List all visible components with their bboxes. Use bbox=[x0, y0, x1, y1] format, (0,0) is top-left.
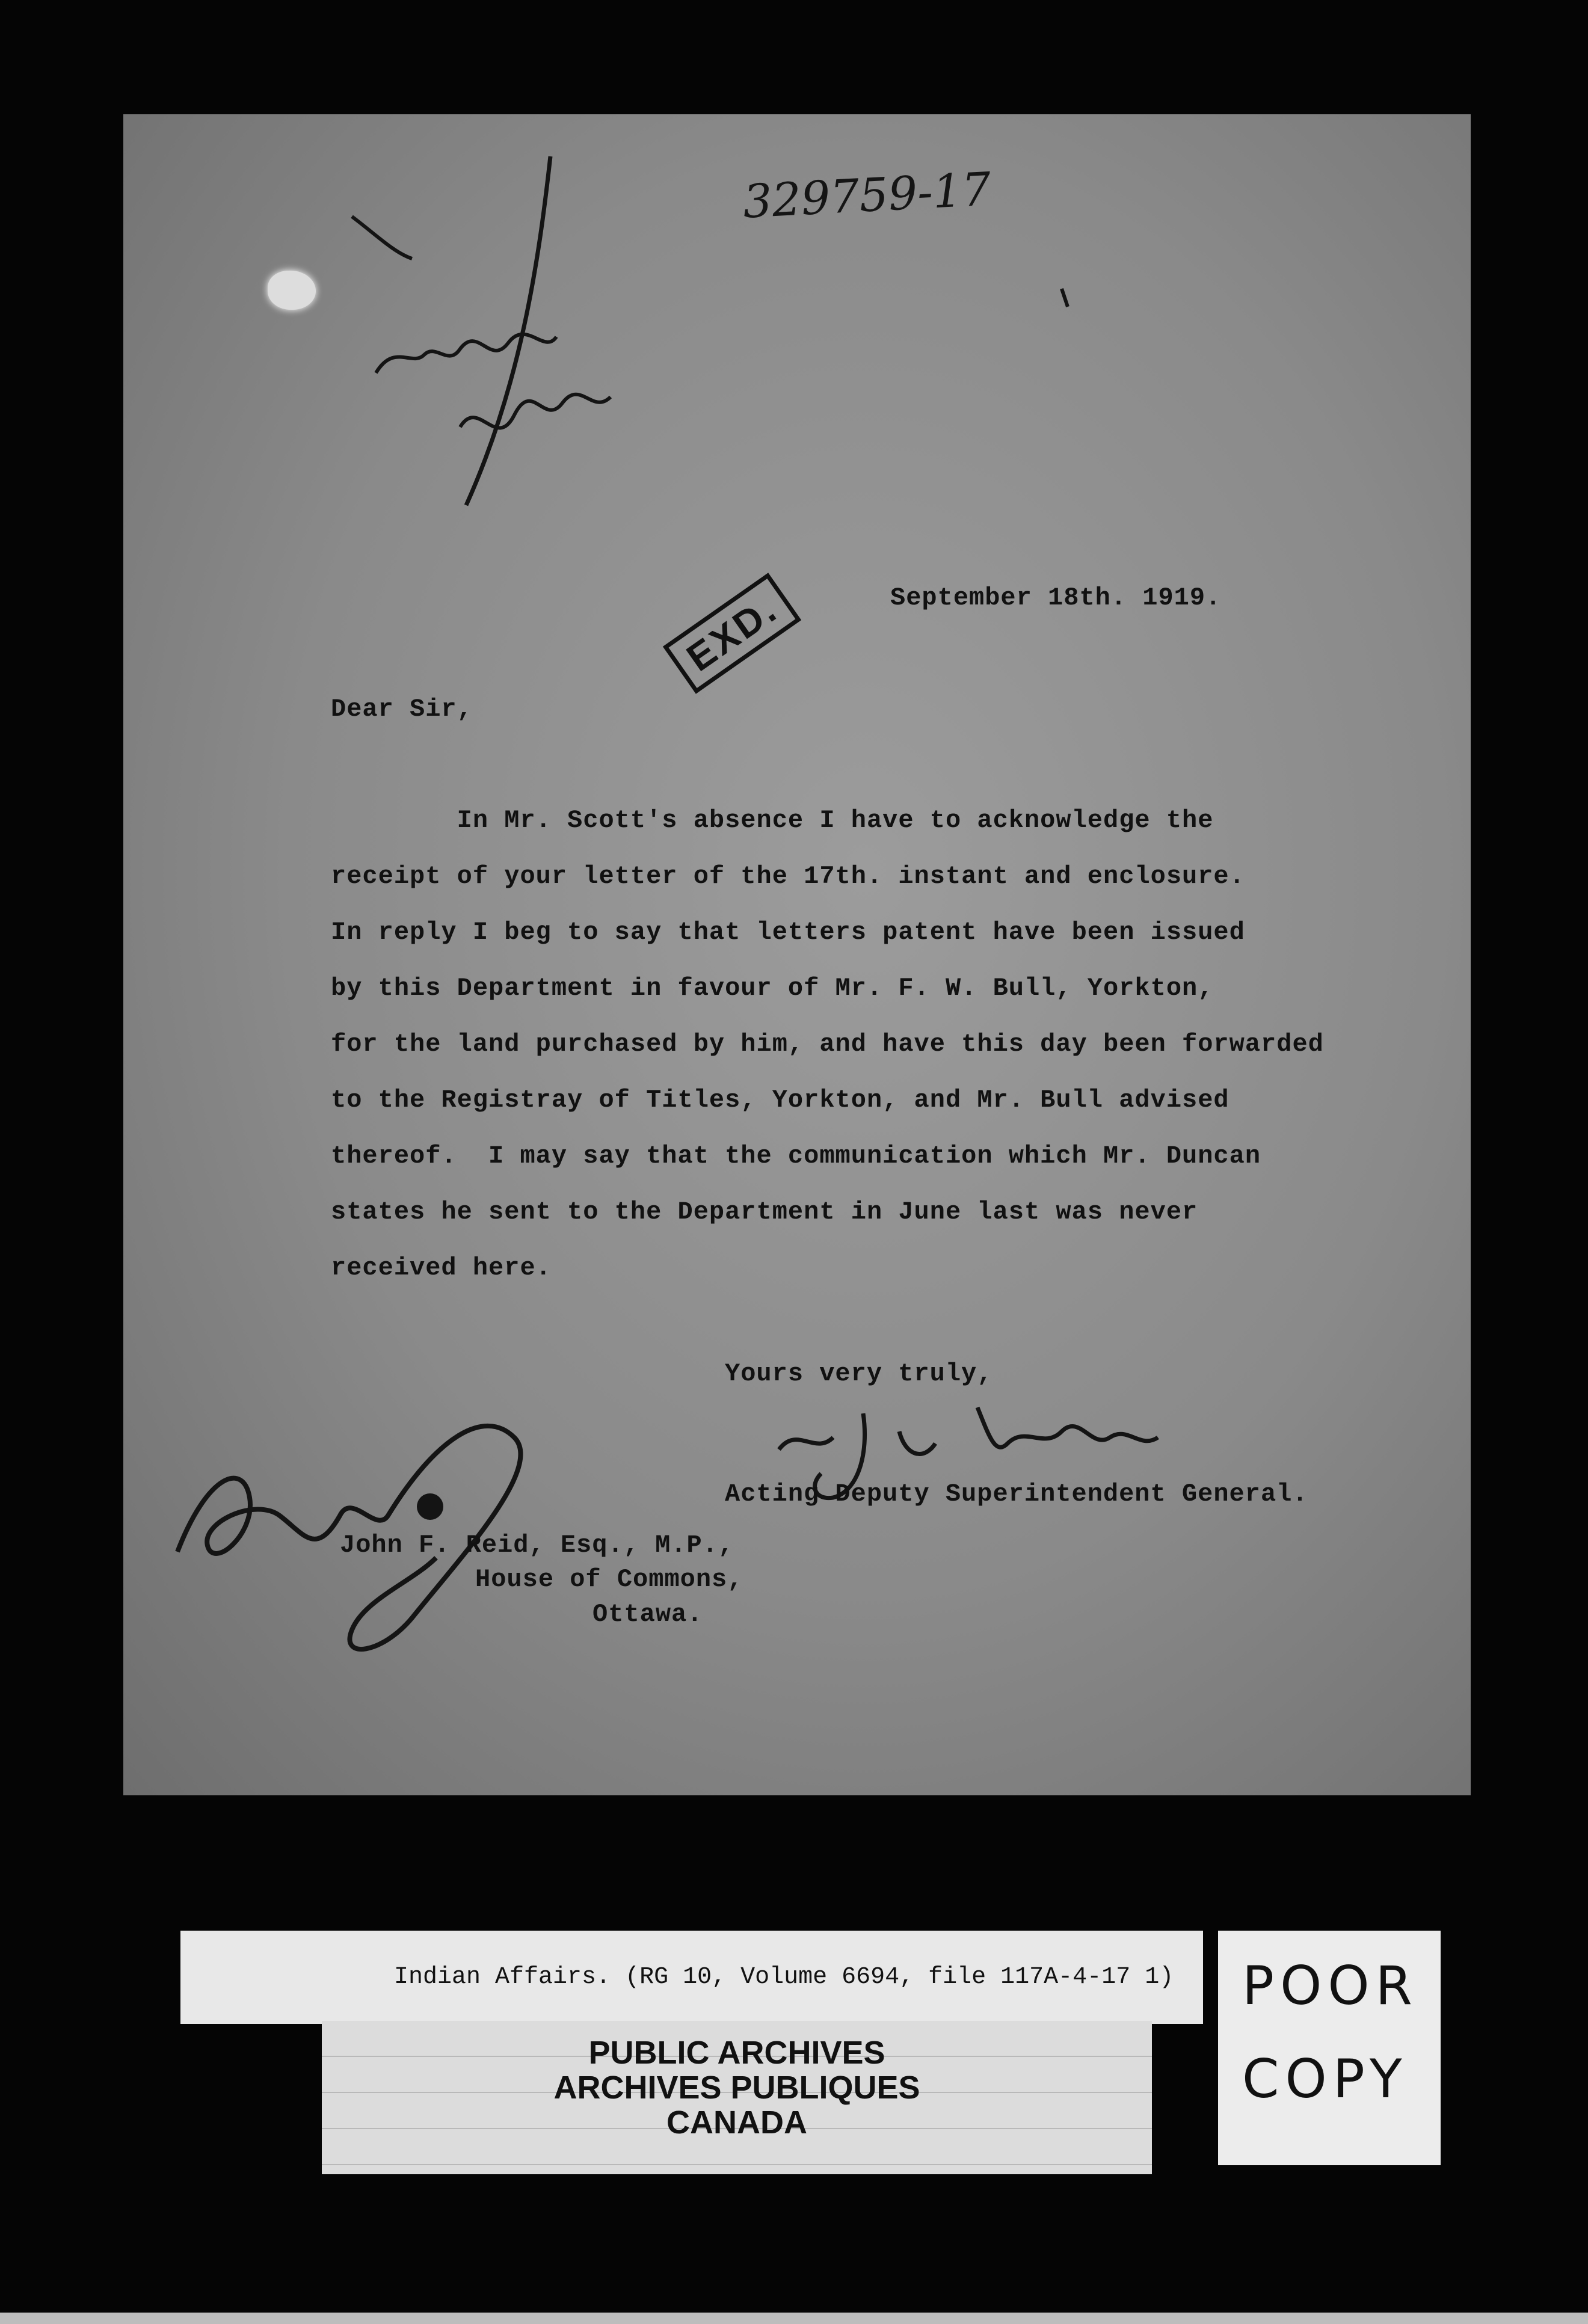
exd-stamp: EXD. bbox=[663, 573, 801, 693]
body-line: receipt of your letter of the 17th. instant and enclosure. bbox=[331, 862, 1245, 891]
file-number-handwritten: 329759-17 bbox=[741, 162, 993, 229]
addressee-name: John F. Reid, Esq., M.P., bbox=[340, 1531, 734, 1560]
ink-blot bbox=[417, 1493, 443, 1520]
letter-page bbox=[123, 114, 1471, 1795]
poor-text: POOR bbox=[1242, 1955, 1418, 2017]
addressee-line: House of Commons, bbox=[475, 1565, 743, 1594]
archives-card bbox=[322, 2021, 1152, 2174]
film-edge-strip bbox=[0, 2313, 1588, 2324]
handwritten-marks bbox=[123, 114, 1471, 1795]
archives-line-fr: ARCHIVES PUBLIQUES bbox=[553, 2070, 920, 2106]
signer-title: Acting Deputy Superintendent General. bbox=[725, 1480, 1308, 1508]
handwritten-records-to-file bbox=[376, 334, 611, 428]
archives-line-en: PUBLIC ARCHIVES bbox=[588, 2035, 885, 2071]
letter-date: September 18th. 1919. bbox=[890, 583, 1222, 612]
salutation: Dear Sir, bbox=[331, 695, 473, 724]
body-line: In Mr. Scott's absence I have to acknowledge the bbox=[331, 806, 1214, 835]
archives-line-country: CANADA bbox=[666, 2104, 807, 2141]
handwritten-tick bbox=[1062, 289, 1068, 307]
body-line: to the Registray of Titles, Yorkton, and Mr. Bull advised bbox=[331, 1086, 1229, 1114]
addressee-city: Ottawa. bbox=[592, 1600, 703, 1629]
reference-strip bbox=[180, 1931, 1203, 2024]
body-line: received here. bbox=[331, 1253, 552, 1282]
body-line: by this Department in favour of Mr. F. W. Bull, Yorkton, bbox=[331, 974, 1214, 1003]
archive-label bbox=[180, 1931, 1203, 2174]
body-line: thereof. I may say that the communication which Mr. Duncan bbox=[331, 1142, 1261, 1170]
archive-reference: Indian Affairs. (RG 10, Volume 6694, file 117A-4-17 1) bbox=[394, 1964, 1174, 1991]
body-line: for the land purchased by him, and have this day been forwarded bbox=[331, 1030, 1324, 1059]
body-line: states he sent to the Department in June last was never bbox=[331, 1197, 1198, 1226]
poor-copy-card bbox=[1218, 1931, 1441, 2165]
handwritten-check-stroke bbox=[466, 156, 550, 505]
body-line: In reply I beg to say that letters patent have been issued bbox=[331, 918, 1245, 947]
closing: Yours very truly, bbox=[725, 1359, 993, 1388]
handwritten-arc bbox=[352, 217, 412, 259]
copy-text: COPY bbox=[1242, 2048, 1408, 2110]
